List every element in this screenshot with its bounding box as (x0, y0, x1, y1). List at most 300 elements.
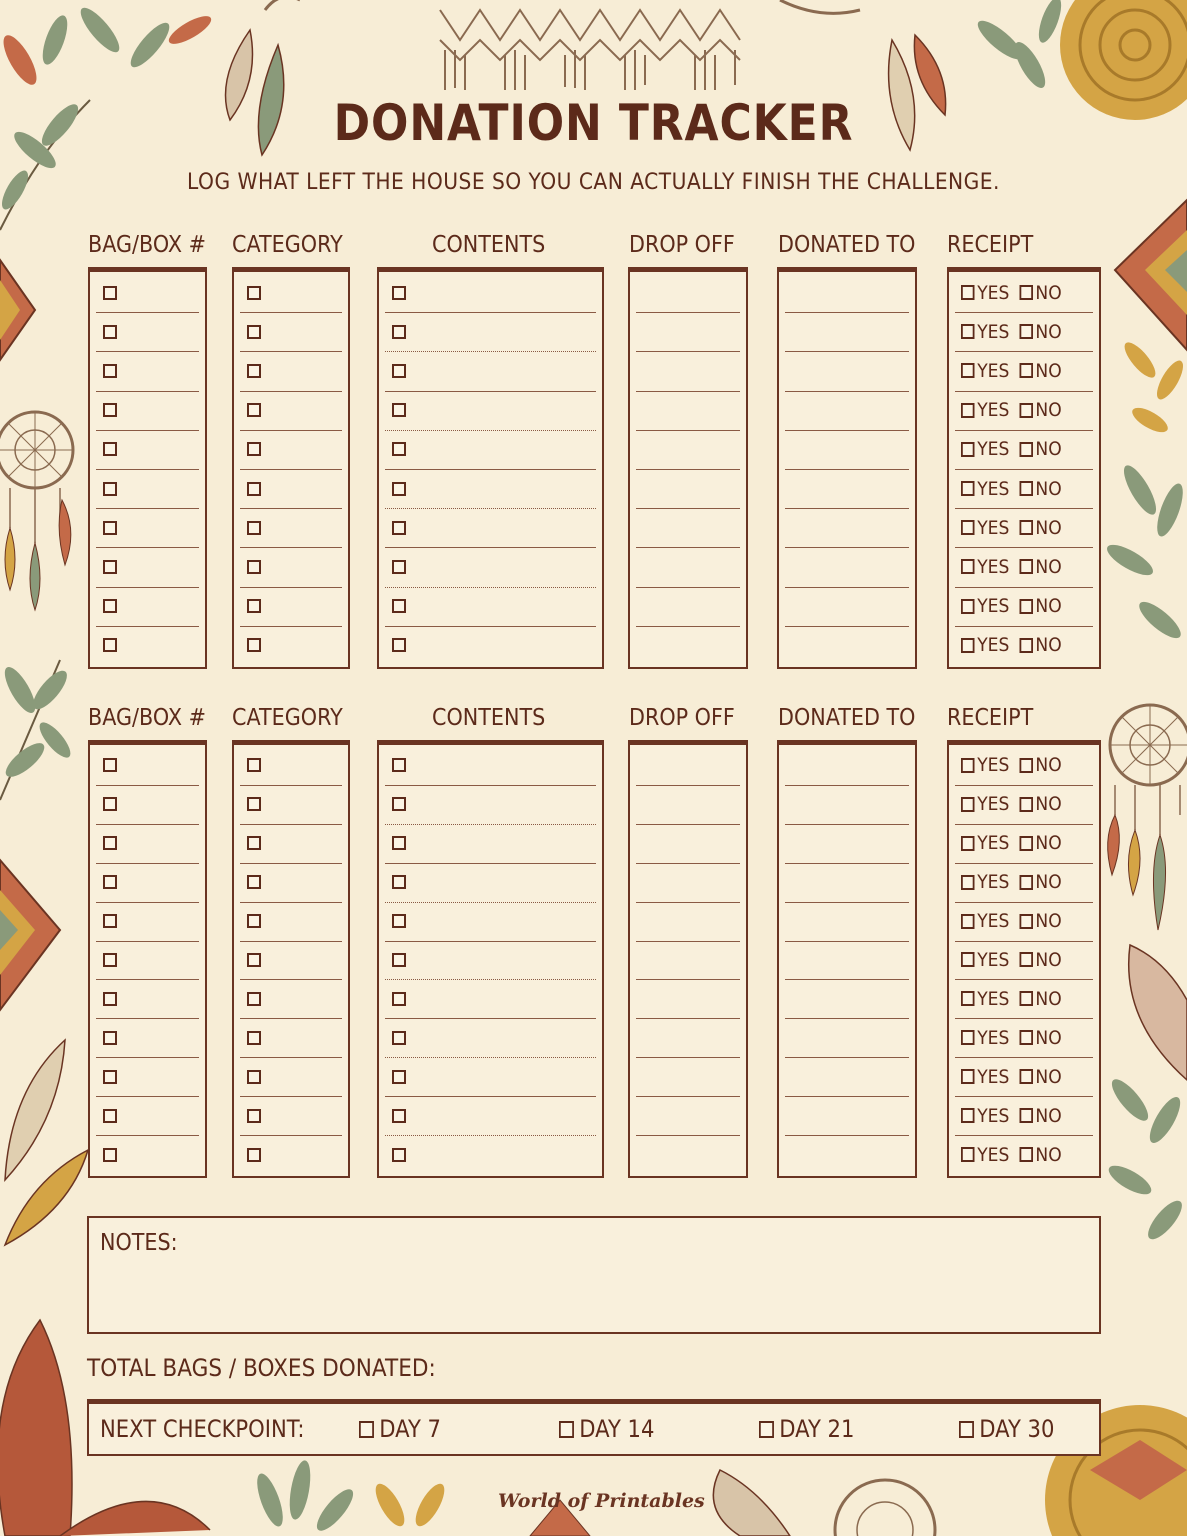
table-row[interactable] (636, 470, 740, 509)
receipt-no-label: NO (1035, 1065, 1062, 1088)
table-row[interactable] (96, 1058, 199, 1097)
receipt-options (961, 1066, 1062, 1088)
receipt-no-label: NO (1035, 477, 1062, 500)
table-row[interactable] (636, 627, 740, 666)
column-drop-off (628, 740, 748, 1178)
table-row[interactable] (96, 864, 199, 903)
table-row[interactable] (955, 392, 1093, 431)
checkbox[interactable] (103, 638, 117, 652)
receipt-yes-label: YES (977, 281, 1010, 304)
dreamcatcher-icon (1108, 705, 1187, 930)
table-row[interactable] (955, 352, 1093, 391)
table-row[interactable] (96, 1097, 199, 1136)
receipt-yes-label: YES (977, 555, 1010, 578)
table-row[interactable] (636, 786, 740, 825)
table-row[interactable] (785, 548, 909, 587)
table-row[interactable] (385, 747, 596, 786)
checkbox[interactable] (247, 403, 261, 417)
table-row[interactable] (385, 980, 596, 1019)
receipt-yes-label: YES (977, 754, 1010, 777)
table-row[interactable] (385, 431, 596, 470)
table-row[interactable] (240, 274, 342, 313)
column-donated-to (777, 740, 917, 1178)
checkbox[interactable] (103, 560, 117, 574)
table-row[interactable] (955, 864, 1093, 903)
table-row[interactable] (955, 903, 1093, 942)
checkbox[interactable] (247, 482, 261, 496)
table-row[interactable] (955, 1058, 1093, 1097)
table-row[interactable] (636, 313, 740, 352)
table-row[interactable] (785, 588, 909, 627)
column-header-bag-box: BAG/BOX # (88, 232, 206, 258)
checkbox[interactable] (392, 758, 406, 772)
table-row[interactable] (385, 1019, 596, 1058)
table-row[interactable] (636, 825, 740, 864)
checkbox[interactable] (392, 1070, 406, 1084)
receipt-yes-checkbox[interactable] (961, 403, 975, 418)
table-row[interactable] (385, 627, 596, 666)
table-row[interactable] (385, 470, 596, 509)
leaf-branch-illustration (0, 660, 75, 800)
checkbox[interactable] (247, 599, 261, 613)
table-row[interactable] (385, 509, 596, 548)
table-row[interactable] (240, 980, 342, 1019)
table-row[interactable] (96, 1136, 199, 1175)
table-row[interactable] (955, 588, 1093, 627)
receipt-options (961, 1027, 1062, 1049)
checkbox[interactable] (103, 953, 117, 967)
receipt-no-checkbox[interactable] (1019, 403, 1033, 418)
checkbox[interactable] (247, 286, 261, 300)
checkbox[interactable] (103, 992, 117, 1006)
table-row[interactable] (955, 825, 1093, 864)
checkbox[interactable] (103, 1148, 117, 1162)
receipt-no-checkbox[interactable] (1019, 1069, 1033, 1084)
receipt-no-checkbox[interactable] (1019, 638, 1033, 653)
table-row[interactable] (240, 747, 342, 786)
column-category (232, 740, 350, 1178)
column-header-drop-off: DROP OFF (629, 232, 735, 258)
table-row[interactable] (955, 1097, 1093, 1136)
receipt-yes-checkbox[interactable] (961, 836, 975, 851)
receipt-yes-checkbox[interactable] (961, 638, 975, 653)
table-row[interactable] (785, 470, 909, 509)
table-row[interactable] (385, 864, 596, 903)
table-row[interactable] (785, 1097, 909, 1136)
table-row[interactable] (955, 980, 1093, 1019)
receipt-options (961, 1105, 1062, 1127)
receipt-no-checkbox[interactable] (1019, 363, 1033, 378)
table-row[interactable] (636, 864, 740, 903)
table-row[interactable] (385, 1097, 596, 1136)
receipt-yes-checkbox[interactable] (961, 1069, 975, 1084)
table-row[interactable] (240, 470, 342, 509)
checkbox[interactable] (959, 1421, 974, 1438)
table-row[interactable] (385, 548, 596, 587)
table-row[interactable] (96, 980, 199, 1019)
receipt-no-checkbox[interactable] (1019, 914, 1033, 929)
table-row[interactable] (385, 825, 596, 864)
receipt-no-checkbox[interactable] (1019, 1030, 1033, 1045)
table-row[interactable] (385, 352, 596, 391)
column-header-contents: CONTENTS (432, 232, 546, 258)
table-row[interactable] (96, 942, 199, 981)
receipt-options (961, 832, 1062, 854)
checkbox[interactable] (247, 364, 261, 378)
checkbox[interactable] (392, 953, 406, 967)
table-row[interactable] (385, 588, 596, 627)
receipt-yes-checkbox[interactable] (961, 875, 975, 890)
table-row[interactable] (96, 352, 199, 391)
table-row[interactable] (96, 747, 199, 786)
receipt-no-checkbox[interactable] (1019, 797, 1033, 812)
checkbox[interactable] (247, 914, 261, 928)
table-row[interactable] (240, 548, 342, 587)
checkbox[interactable] (247, 1109, 261, 1123)
checkbox[interactable] (392, 482, 406, 496)
checkbox[interactable] (103, 758, 117, 772)
table-row[interactable] (240, 352, 342, 391)
table-row[interactable] (385, 903, 596, 942)
checkbox[interactable] (759, 1421, 774, 1438)
table-row[interactable] (96, 470, 199, 509)
checkbox[interactable] (559, 1421, 574, 1438)
column-header-category: CATEGORY (232, 705, 343, 731)
receipt-yes-label: YES (977, 1104, 1010, 1127)
checkbox[interactable] (247, 953, 261, 967)
table-row[interactable] (955, 274, 1093, 313)
checkbox[interactable] (247, 638, 261, 652)
column-header-receipt: RECEIPT (947, 705, 1034, 731)
feather-icon (0, 1040, 88, 1536)
table-row[interactable] (785, 1019, 909, 1058)
receipt-yes-checkbox[interactable] (961, 363, 975, 378)
notes-box[interactable] (87, 1216, 1101, 1334)
receipt-yes-checkbox[interactable] (961, 324, 975, 339)
column-contents (377, 267, 604, 669)
table-row[interactable] (96, 588, 199, 627)
receipt-options (961, 517, 1062, 539)
checkbox[interactable] (392, 1109, 406, 1123)
table-row[interactable] (955, 509, 1093, 548)
table-row[interactable] (785, 313, 909, 352)
checkbox[interactable] (103, 836, 117, 850)
receipt-options (961, 910, 1062, 932)
checkbox[interactable] (103, 797, 117, 811)
table-row[interactable] (385, 274, 596, 313)
checkbox[interactable] (392, 836, 406, 850)
table-row[interactable] (955, 431, 1093, 470)
checkbox[interactable] (392, 638, 406, 652)
receipt-yes-label: YES (977, 438, 1010, 461)
checkbox[interactable] (392, 1148, 406, 1162)
checkbox[interactable] (392, 325, 406, 339)
table-row[interactable] (240, 786, 342, 825)
checkbox[interactable] (247, 797, 261, 811)
checkbox[interactable] (247, 325, 261, 339)
checkbox[interactable] (359, 1421, 374, 1438)
table-row[interactable] (636, 588, 740, 627)
checkbox[interactable] (103, 1070, 117, 1084)
checkpoint-day-21[interactable]: DAY 21 (759, 1415, 854, 1443)
checkbox[interactable] (247, 875, 261, 889)
table-row[interactable] (636, 1136, 740, 1175)
checkbox[interactable] (247, 992, 261, 1006)
receipt-options (961, 478, 1062, 500)
table-row[interactable] (955, 747, 1093, 786)
table-row[interactable] (785, 903, 909, 942)
table-row[interactable] (385, 392, 596, 431)
checkbox[interactable] (247, 1148, 261, 1162)
table-row[interactable] (636, 509, 740, 548)
table-row[interactable] (785, 1136, 909, 1175)
table-row[interactable] (385, 786, 596, 825)
checkbox[interactable] (392, 875, 406, 889)
checkbox[interactable] (392, 599, 406, 613)
checkbox[interactable] (103, 442, 117, 456)
table-row[interactable] (785, 274, 909, 313)
table-row[interactable] (96, 548, 199, 587)
table-row[interactable] (636, 942, 740, 981)
checkpoint-label: NEXT CHECKPOINT: (100, 1415, 305, 1443)
receipt-yes-label: YES (977, 832, 1010, 855)
checkbox[interactable] (103, 482, 117, 496)
receipt-yes-checkbox[interactable] (961, 1147, 975, 1162)
next-checkpoint-bar (87, 1399, 1101, 1456)
table-row[interactable] (240, 392, 342, 431)
receipt-options (961, 438, 1062, 460)
table-row[interactable] (955, 548, 1093, 587)
table-row[interactable] (96, 1019, 199, 1058)
table-row[interactable] (785, 431, 909, 470)
receipt-no-checkbox[interactable] (1019, 520, 1033, 535)
checkbox[interactable] (247, 1070, 261, 1084)
receipt-no-checkbox[interactable] (1019, 285, 1033, 300)
table-row[interactable] (785, 392, 909, 431)
receipt-no-label: NO (1035, 634, 1062, 657)
table-row[interactable] (240, 431, 342, 470)
receipt-no-checkbox[interactable] (1019, 836, 1033, 851)
table-row[interactable] (955, 942, 1093, 981)
checkbox[interactable] (392, 286, 406, 300)
table-row[interactable] (785, 825, 909, 864)
tribal-rug-illustration (0, 860, 60, 1010)
checkbox[interactable] (103, 325, 117, 339)
table-row[interactable] (96, 392, 199, 431)
table-row[interactable] (240, 1058, 342, 1097)
checkbox[interactable] (392, 992, 406, 1006)
table-row[interactable] (385, 1136, 596, 1175)
receipt-yes-label: YES (977, 516, 1010, 539)
receipt-no-label: NO (1035, 399, 1062, 422)
table-row[interactable] (955, 313, 1093, 352)
receipt-no-checkbox[interactable] (1019, 559, 1033, 574)
receipt-options (961, 321, 1062, 343)
table-row[interactable] (785, 786, 909, 825)
table-row[interactable] (636, 1019, 740, 1058)
column-header-category: CATEGORY (232, 232, 343, 258)
receipt-no-label: NO (1035, 793, 1062, 816)
table-row[interactable] (240, 588, 342, 627)
checkbox[interactable] (247, 836, 261, 850)
receipt-yes-checkbox[interactable] (961, 952, 975, 967)
checkbox[interactable] (392, 364, 406, 378)
table-row[interactable] (636, 274, 740, 313)
receipt-no-checkbox[interactable] (1019, 599, 1033, 614)
table-row[interactable] (785, 942, 909, 981)
column-header-donated-to: DONATED TO (778, 705, 916, 731)
checkbox[interactable] (247, 560, 261, 574)
receipt-options (961, 282, 1062, 304)
table-row[interactable] (785, 509, 909, 548)
receipt-no-label: NO (1035, 438, 1062, 461)
table-row[interactable] (785, 352, 909, 391)
receipt-yes-checkbox[interactable] (961, 442, 975, 457)
table-row[interactable] (240, 627, 342, 666)
receipt-no-checkbox[interactable] (1019, 875, 1033, 890)
receipt-options (961, 360, 1062, 382)
receipt-yes-label: YES (977, 320, 1010, 343)
receipt-no-checkbox[interactable] (1019, 1108, 1033, 1123)
receipt-yes-checkbox[interactable] (961, 991, 975, 1006)
receipt-yes-label: YES (977, 595, 1010, 618)
table-row[interactable] (785, 864, 909, 903)
table-row[interactable] (955, 786, 1093, 825)
receipt-yes-checkbox[interactable] (961, 1030, 975, 1045)
receipt-no-checkbox[interactable] (1019, 481, 1033, 496)
receipt-options (961, 754, 1062, 776)
checkbox[interactable] (392, 560, 406, 574)
table-row[interactable] (955, 627, 1093, 666)
checkbox[interactable] (103, 599, 117, 613)
receipt-no-checkbox[interactable] (1019, 991, 1033, 1006)
checkpoint-day-7[interactable]: DAY 7 (359, 1415, 441, 1443)
checkbox[interactable] (103, 1031, 117, 1045)
checkbox[interactable] (392, 797, 406, 811)
receipt-yes-checkbox[interactable] (961, 1108, 975, 1123)
table-row[interactable] (96, 431, 199, 470)
checkbox[interactable] (247, 442, 261, 456)
checkbox[interactable] (103, 521, 117, 535)
receipt-no-checkbox[interactable] (1019, 324, 1033, 339)
checkbox[interactable] (103, 286, 117, 300)
checkpoint-day-30[interactable]: DAY 30 (959, 1415, 1054, 1443)
table-row[interactable] (240, 509, 342, 548)
checkbox[interactable] (392, 442, 406, 456)
table-row[interactable] (955, 1136, 1093, 1175)
table-row[interactable] (96, 274, 199, 313)
table-row[interactable] (96, 786, 199, 825)
checkbox[interactable] (392, 914, 406, 928)
table-row[interactable] (955, 1019, 1093, 1058)
receipt-yes-checkbox[interactable] (961, 758, 975, 773)
checkbox[interactable] (247, 758, 261, 772)
receipt-no-checkbox[interactable] (1019, 442, 1033, 457)
dreamcatcher-icon (0, 412, 73, 610)
table-row[interactable] (96, 825, 199, 864)
page-title: DONATION TRACKER (333, 94, 854, 152)
table-row[interactable] (240, 1136, 342, 1175)
table-row[interactable] (240, 1097, 342, 1136)
receipt-no-label: NO (1035, 832, 1062, 855)
column-header-drop-off: DROP OFF (629, 705, 735, 731)
table-row[interactable] (785, 747, 909, 786)
checkbox[interactable] (103, 1109, 117, 1123)
table-row[interactable] (96, 627, 199, 666)
checkbox[interactable] (103, 875, 117, 889)
table-row[interactable] (240, 825, 342, 864)
table-row[interactable] (785, 627, 909, 666)
checkbox[interactable] (247, 521, 261, 535)
receipt-yes-label: YES (977, 910, 1010, 933)
table-row[interactable] (955, 470, 1093, 509)
column-header-bag-box: BAG/BOX # (88, 705, 206, 731)
receipt-yes-checkbox[interactable] (961, 481, 975, 496)
table-row[interactable] (636, 1097, 740, 1136)
table-row[interactable] (96, 509, 199, 548)
table-row[interactable] (240, 313, 342, 352)
table-row[interactable] (636, 1058, 740, 1097)
checkbox[interactable] (103, 364, 117, 378)
table-row[interactable] (636, 352, 740, 391)
table-row[interactable] (636, 980, 740, 1019)
receipt-yes-label: YES (977, 948, 1010, 971)
receipt-yes-checkbox[interactable] (961, 285, 975, 300)
checkbox[interactable] (392, 1031, 406, 1045)
table-row[interactable] (96, 313, 199, 352)
table-row[interactable] (385, 942, 596, 981)
receipt-yes-label: YES (977, 477, 1010, 500)
table-row[interactable] (240, 942, 342, 981)
receipt-yes-label: YES (977, 1143, 1010, 1166)
table-row[interactable] (240, 1019, 342, 1058)
receipt-yes-label: YES (977, 634, 1010, 657)
checkbox[interactable] (103, 403, 117, 417)
receipt-no-checkbox[interactable] (1019, 758, 1033, 773)
table-row[interactable] (240, 903, 342, 942)
checkbox[interactable] (392, 521, 406, 535)
column-receipt (947, 740, 1101, 1178)
receipt-options (961, 988, 1062, 1010)
table-row[interactable] (96, 903, 199, 942)
receipt-yes-checkbox[interactable] (961, 914, 975, 929)
table-row[interactable] (785, 1058, 909, 1097)
table-row[interactable] (636, 903, 740, 942)
table-row[interactable] (385, 1058, 596, 1097)
receipt-no-checkbox[interactable] (1019, 952, 1033, 967)
receipt-yes-checkbox[interactable] (961, 599, 975, 614)
receipt-no-label: NO (1035, 754, 1062, 777)
table-row[interactable] (636, 747, 740, 786)
receipt-yes-checkbox[interactable] (961, 520, 975, 535)
checkbox[interactable] (103, 914, 117, 928)
receipt-no-label: NO (1035, 871, 1062, 894)
table-row[interactable] (636, 548, 740, 587)
checkbox[interactable] (392, 403, 406, 417)
table-row[interactable] (240, 864, 342, 903)
leaf-branch-illustration (1103, 338, 1187, 644)
receipt-no-checkbox[interactable] (1019, 1147, 1033, 1162)
checkpoint-day-14[interactable]: DAY 14 (559, 1415, 654, 1443)
checkbox[interactable] (247, 1031, 261, 1045)
table-row[interactable] (385, 313, 596, 352)
table-row[interactable] (636, 431, 740, 470)
receipt-yes-checkbox[interactable] (961, 797, 975, 812)
receipt-yes-checkbox[interactable] (961, 559, 975, 574)
table-row[interactable] (785, 980, 909, 1019)
table-row[interactable] (636, 392, 740, 431)
column-category (232, 267, 350, 669)
